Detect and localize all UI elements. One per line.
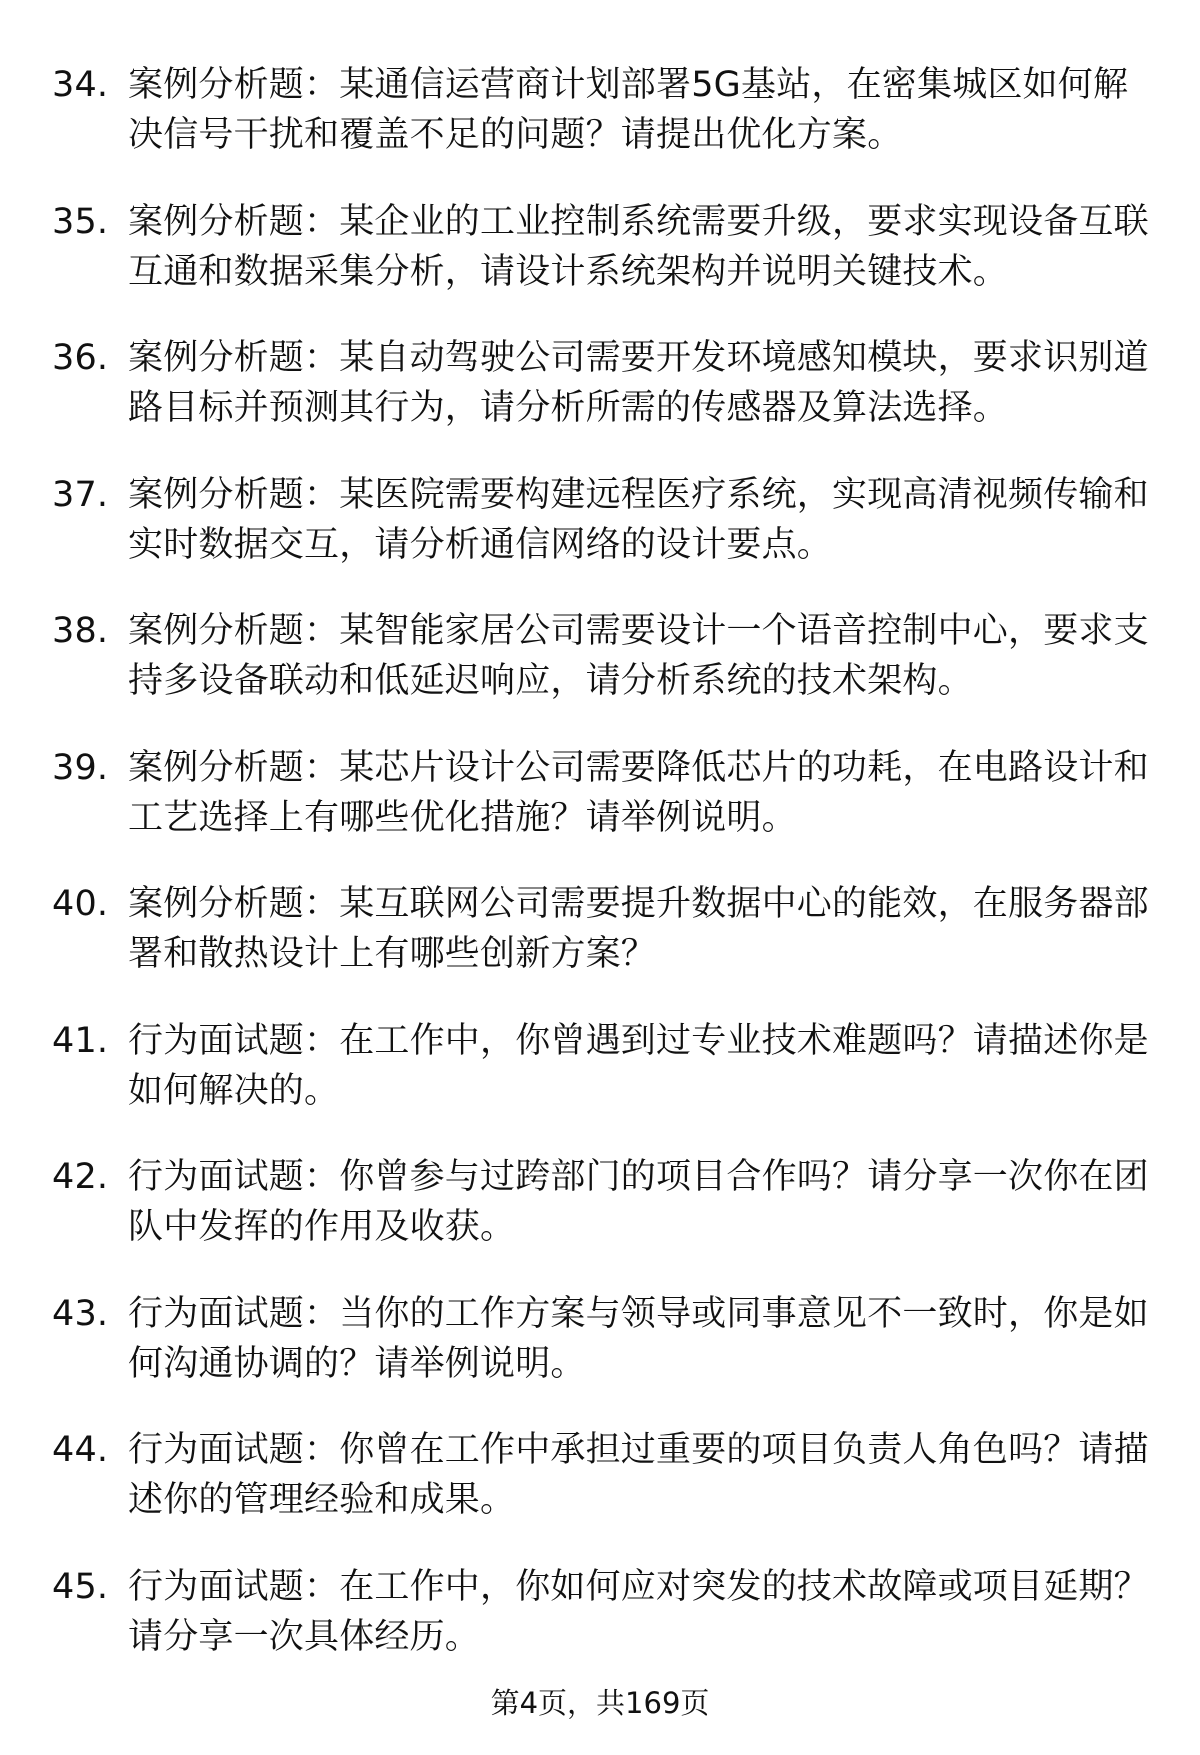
question-text: 行为面试题：当你的工作方案与领导或同事意见不一致时，你是如何沟通协调的？请举例说明。 [128,1293,1149,1384]
question-number: 34. [52,65,109,105]
page-number-footer: 第4页，共169页 [490,1686,710,1720]
question-item-42 [52,1152,1152,1252]
question-item-40 [52,879,1152,979]
question-number: 41. [52,1020,109,1061]
question-number: 40. [52,884,109,924]
question-number: 39. [52,747,109,788]
question-item-38 [52,606,1152,706]
question-text: 案例分析题：某医院需要构建远程医疗系统，实现高清视频传输和实时数据交互，请分析通信网络的设计要点。 [128,474,1149,565]
question-item-39 [52,743,1152,843]
question-item-44 [52,1425,1152,1525]
question-text: 案例分析题：某智能家居公司需要设计一个语音控制中心，要求支持多设备联动和低延迟响应，请分析系统的技术架构。 [128,611,1149,701]
question-text: 案例分析题：某自动驾驶公司需要开发环境感知模块，要求识别道路目标并预测其行为，请分析所需的传感器及算法选择。 [128,338,1149,428]
question-text: 行为面试题：你曾在工作中承担过重要的项目负责人角色吗？请描述你的管理经验和成果。 [128,1430,1149,1520]
question-number: 37. [52,474,109,515]
question-number: 38. [52,611,109,651]
question-item-45 [52,1562,1152,1662]
question-number: 44. [52,1430,109,1470]
question-item-43 [52,1289,1152,1389]
question-item-36 [52,333,1152,433]
question-item-34 [52,60,1152,160]
question-item-41 [52,1016,1152,1116]
question-list [52,60,1152,1698]
question-text: 行为面试题：你曾参与过跨部门的项目合作吗？请分享一次你在团队中发挥的作用及收获。 [128,1157,1149,1247]
question-number: 42. [52,1157,109,1197]
question-text: 行为面试题：在工作中，你如何应对突发的技术故障或项目延期？请分享一次具体经历。 [128,1566,1149,1657]
question-number: 35. [52,201,109,242]
question-text: 案例分析题：某企业的工业控制系统需要升级，要求实现设备互联互通和数据采集分析，请设计系统架构并说明关键技术。 [128,201,1149,292]
question-number: 43. [52,1293,109,1334]
question-item-35 [52,197,1152,297]
question-number: 45. [52,1566,109,1607]
question-text: 案例分析题：某互联网公司需要提升数据中心的能效，在服务器部署和散热设计上有哪些创新方案？ [128,884,1149,974]
question-text: 案例分析题：某通信运营商计划部署5G基站，在密集城区如何解决信号干扰和覆盖不足的问题？请提出优化方案。 [128,65,1129,155]
question-number: 36. [52,338,109,378]
question-text: 行为面试题：在工作中，你曾遇到过专业技术难题吗？请描述你是如何解决的。 [128,1020,1149,1111]
question-text: 案例分析题：某芯片设计公司需要降低芯片的功耗，在电路设计和工艺选择上有哪些优化措施？请举例说明。 [128,747,1149,838]
question-item-37 [52,470,1152,570]
